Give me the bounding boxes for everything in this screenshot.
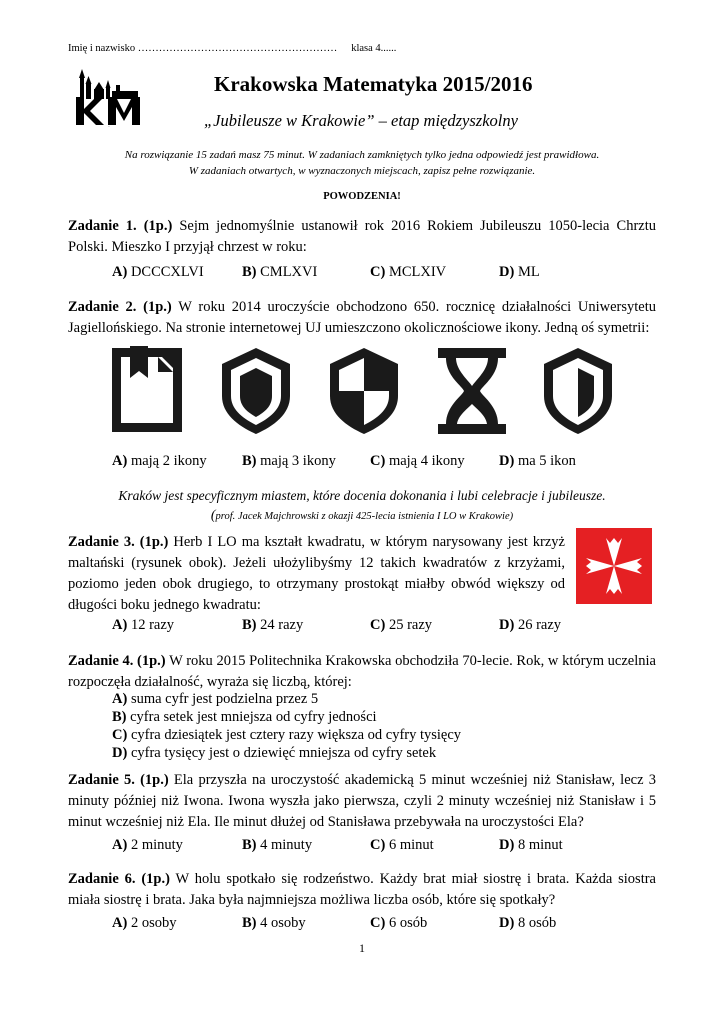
task-1-option-b: B) CMLXVI	[242, 264, 318, 280]
task-3-label: Zadanie 3. (1p.)	[68, 534, 169, 550]
task-4	[68, 651, 656, 693]
task-4-option-a: A) suma cyfr jest podzielna przez 5	[112, 691, 319, 707]
task-6-option-b: B) 4 osoby	[242, 915, 306, 931]
task-3-options	[112, 617, 672, 637]
task-5-option-c: C) 6 minut	[370, 837, 434, 853]
task-2	[68, 297, 656, 339]
task-6-text: W holu spotkało się rodzeństwo. Każdy brat miał siostrę i brata. Każda siostra miała siostrę i brata. Jaka była najmniejsza możliwa liczba osób, które się spotkały?	[68, 871, 656, 908]
task-6-option-d: D) 8 osób	[499, 915, 557, 931]
task-4-options	[112, 690, 461, 762]
task-1-option-c: C) MCLXIV	[370, 264, 447, 280]
task-4-option-b: B) cyfra setek jest mniejsza od cyfry jedności	[112, 709, 377, 725]
task-1-options	[112, 264, 672, 284]
task-2-option-a: A) mają 2 ikony	[112, 453, 207, 469]
task-2-label: Zadanie 2. (1p.)	[68, 299, 172, 315]
task-1-text: Sejm jednomyślnie ustanowił rok 2016 Rokiem Jubileuszu 1050-lecia Chrztu Polski. Mieszko I przyjął chrzest w roku:	[68, 218, 656, 255]
task-3-option-b: B) 24 razy	[242, 617, 304, 633]
shield-outline-icon	[222, 348, 290, 434]
task-2-options	[112, 453, 672, 473]
task-4-label: Zadanie 4. (1p.)	[68, 653, 166, 669]
task-4-text: W roku 2015 Politechnika Krakowska obchodziła 70-lecie. Rok, w którym uczelnia rozpoczęła działalność, wyraża się liczbą, której:	[68, 653, 656, 690]
quote-text: Kraków jest specyficznym miastem, które docenia dokonania i lubi celebracje i jubileusze.	[118, 488, 606, 503]
km-logo	[72, 67, 144, 129]
task-3-option-d: D) 26 razy	[499, 617, 562, 633]
task-1-label: Zadanie 1. (1p.)	[68, 218, 173, 234]
logo-text: KM	[108, 127, 110, 128]
maltese-cross-emblem	[576, 528, 652, 604]
task-2-text: W roku 2014 uroczyście obchodzono 650. rocznicę działalności Uniwersytetu Jagiellońskiego. Na stronie internetowej UJ umieszczono okolicznościowe ikony. Jedną oś symetrii:	[68, 299, 656, 336]
task-5-text: Ela przyszła na uroczystość akademicką 5 minut wcześniej niż Stanisław, lecz 3 minuty później niż Iwona. Iwona wyszła jako pierwsza, czyli 2 minuty wcześniej niż Stanisław i 5 minut wcześniej niż Ela. Ile minut dłużej od Stanisława przebywała na uroczystości Ela?	[68, 772, 656, 830]
task-1-option-d: D) ML	[499, 264, 540, 280]
bookmark-document-icon	[112, 346, 182, 432]
task-5-label: Zadanie 5. (1p.)	[68, 772, 169, 788]
page-number: 1	[359, 941, 365, 955]
task-5-option-b: B) 4 minuty	[242, 837, 313, 853]
quote-author: (prof. Jacek Majchrowski z okazji 425-lecia istnienia I LO w Krakowie)	[210, 508, 514, 523]
task-3-text: Herb I LO ma kształt kwadratu, w którym narysowany jest krzyż maltański (rysunek obok). Jeżeli ułożylibyśmy 12 takich kwadratów z krzyżami, poziomo jeden obok drugiego, to otrzymany prostokąt miałby obwód większy od długości boku jednego kwadratu:	[68, 534, 565, 613]
task-3-option-a: A) 12 razy	[112, 617, 175, 633]
name-field-label: Imię i nazwisko …………………………………………………	[68, 43, 338, 54]
task-5-option-a: A) 2 minuty	[112, 837, 183, 853]
task-4-option-d: D) cyfra tysięcy jest o dziewięć mniejsza od cyfry setek	[112, 745, 437, 761]
task-1	[68, 216, 656, 258]
task-2-option-d: D) ma 5 ikon	[499, 453, 576, 469]
header-line	[68, 43, 396, 54]
half-shield-icon	[544, 348, 612, 434]
task-1-option-a: A) DCCCXLVI	[112, 264, 204, 280]
task-6-option-a: A) 2 osoby	[112, 915, 177, 931]
task-6	[68, 869, 656, 911]
task-5-option-d: D) 8 minut	[499, 837, 563, 853]
good-luck: POWODZENIA!	[323, 191, 401, 202]
task-4-option-c: C) cyfra dziesiątek jest cztery razy większa od cyfry tysięcy	[112, 727, 462, 743]
task-5-options	[112, 837, 672, 857]
task-3-option-c: C) 25 razy	[370, 617, 433, 633]
instructions-line-2: W zadaniach otwartych, w wyznaczonych miejscach, zapisz pełne rozwiązanie.	[188, 165, 536, 177]
instructions-line-1: Na rozwiązanie 15 zadań masz 75 minut. W zadaniach zamkniętych tylko jedna odpowiedź jest prawidłowa.	[124, 149, 600, 161]
hourglass-icon	[438, 348, 506, 434]
page-subtitle: „Jubileusze w Krakowie” – etap międzyszkolny	[204, 111, 518, 130]
page-title: Krakowska Matematyka 2015/2016	[214, 72, 533, 96]
task-5	[68, 770, 656, 833]
quartered-shield-icon	[330, 348, 398, 434]
uj-icons	[110, 346, 614, 436]
task-6-options	[112, 915, 672, 935]
instructions	[0, 147, 724, 179]
task-3	[68, 532, 565, 616]
class-field-label: klasa 4......	[351, 43, 397, 54]
task-6-option-c: C) 6 osób	[370, 915, 428, 931]
task-2-option-b: B) mają 3 ikony	[242, 453, 336, 469]
task-6-label: Zadanie 6. (1p.)	[68, 871, 170, 887]
task-2-option-c: C) mają 4 ikony	[370, 453, 465, 469]
